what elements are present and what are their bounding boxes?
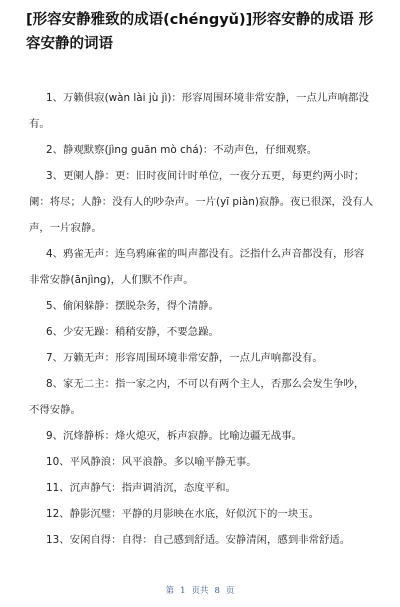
idiom-entry: 3、更阑人静：更：旧时夜间计时单位，一夜分五更，每更约两小时；阑：将尽；人静：没有人的吵杂声。一片(yī piàn)寂静。夜已很深，没有人声，一片寂静。 [29,170,374,234]
idiom-entry: 8、家无二主：指一家之内，不可以有两个主人，否那么会发生争吵，不得安静。 [29,378,365,416]
idiom-entry: 7、万籁无声：形容周围环境非常安静，一点儿声响都没有。 [46,352,323,364]
idiom-entry: 10、平风静浪：风平浪静。多以喻平静无事。 [46,456,257,468]
idiom-entry: 12、静影沉璧：平静的月影映在水底，好似沉下的一块玉。 [46,508,319,520]
footer-suffix: 页 [225,586,235,596]
idiom-entry: 1、万籁俱寂(wàn lài jù jì)：形容周围环境非常安静，一点儿声响都没有。 [29,92,369,130]
idiom-entry: 11、沉声静气：指声调消沉，态度平和。 [46,482,236,494]
page-footer [0,584,400,596]
footer-middle: 页共 [191,586,209,596]
idiom-entry: 5、偷闲躲静：摆脱杂务，得个清静。 [46,300,219,312]
footer-page-number: 1 [180,586,186,596]
idiom-entry: 2、静观默察(jìng guān mò chá)：不动声色，仔细观察。 [46,144,318,156]
document-title: [形容安静雅致的成语(chéngyǔ)]形容安静的成语 形容安静的词语 [26,12,374,52]
footer-prefix: 第 [165,586,175,596]
footer-total-pages: 8 [214,586,220,596]
idiom-entry: 13、安闲自得：自得：自己感到舒适。安静清闲，感到非常舒适。 [46,534,351,546]
idiom-entry: 4、鸦雀无声：连乌鸦麻雀的叫声都没有。泛指什么声音都没有，形容非常安静(ānjìng)，人们默不作声。 [29,248,365,286]
idiom-entry: 9、沉烽静柝：烽火熄灭，柝声寂静。比喻边疆无战事。 [46,430,302,442]
idiom-entry: 6、少安无躁：稍稍安静，不要急躁。 [46,326,219,338]
